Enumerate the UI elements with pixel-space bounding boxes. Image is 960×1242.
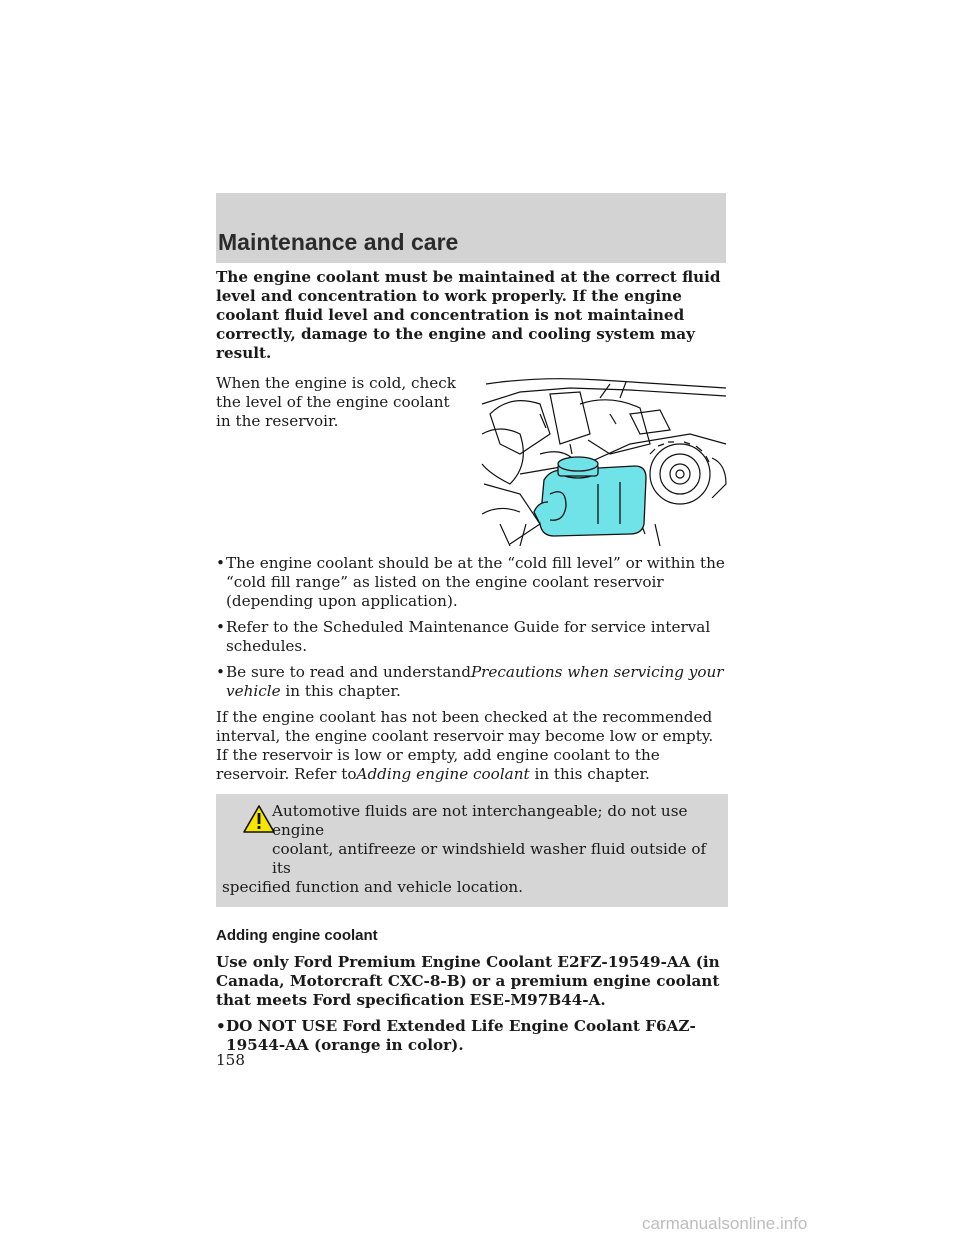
intro-paragraph: The engine coolant must be maintained at the correct fluid level and concentration to work properly. If the engine coolant fluid level and concentration is not maintained correctly, damage to the engine and cooling system may result. [216,268,721,362]
list-item: • DO NOT USE Ford Extended Life Engine Coolant F6AZ-19544-AA (orange in color). [216,1017,696,1054]
warning-line-1: Automotive fluids are not interchangeable; do not use engine [272,802,688,839]
warning-line-2: coolant, antifreeze or windshield washer fluid outside of its [272,840,707,877]
engine-coolant-reservoir-illustration [480,374,728,546]
warning-triangle-icon [242,804,276,834]
bullet-dot: • [216,663,225,681]
page-title: Maintenance and care [218,229,459,255]
list-item: • The engine coolant should be at the “cold fill level” or within the “cold fill range” as listed on the engine coolant reservoir (depending upon application). [216,554,725,610]
warning-line-3: specified function and vehicle location. [222,878,523,896]
check-instruction: When the engine is cold, check the level of the engine coolant in the reservoir. [216,374,456,430]
section-heading: Adding engine coolant [216,927,378,944]
check-bullet-list [216,554,728,701]
bullet-dot: • [216,1017,226,1035]
coolant-spec-paragraph: Use only Ford Premium Engine Coolant E2FZ-19549-AA (in Canada, Motorcraft CXC-8-B) or a premium engine coolant that meets Ford specification ESE-M97B44-A. [216,953,720,1009]
main-content [216,268,728,1062]
check-row [216,374,728,546]
list-item: • Be sure to read and understandPrecautions when servicing your vehicle in this chapter. [216,663,724,700]
warning-box [216,794,728,907]
bullet-dot: • [216,618,225,636]
watermark: carmanualsonline.info [642,1214,808,1233]
page-number: 158 [216,1051,245,1069]
precautions-reference: Precautions when servicing your vehicle [226,663,724,700]
bullet-dot: • [216,554,225,572]
adding-coolant-reference: Adding engine coolant [356,765,530,783]
list-item: • Refer to the Scheduled Maintenance Guide for service interval schedules. [216,618,711,655]
low-reservoir-paragraph: If the engine coolant has not been checked at the recommended interval, the engine coolant reservoir may become low or empty. If the reservoir is low or empty, add engine coolant to the reservoir. Refer toAdding engine coolant in this chapter. [216,708,714,783]
